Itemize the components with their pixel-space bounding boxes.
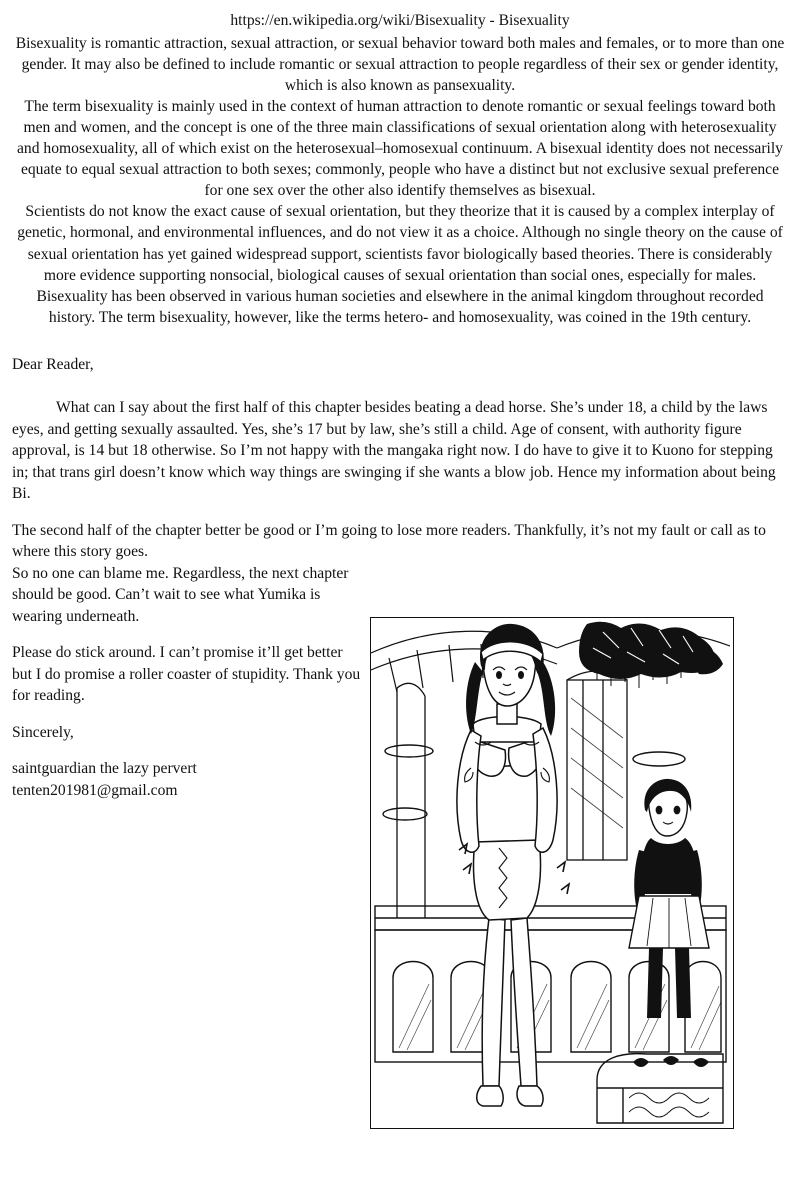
wiki-paragraph-4: Bisexuality has been observed in various human societies and elsewhere in the animal kingdom throughout recorded history. The term bisexuality, however, like the terms hetero- and homosexuality, was coined in the 19th century. [36, 287, 764, 326]
letter-closing: Sincerely, [12, 723, 74, 741]
manga-illustration-panel [370, 617, 734, 1129]
spacer [12, 375, 788, 397]
wiki-paragraph-3: Scientists do not know the exact cause of sexual orientation, but they theorize that it is caused by a complex interplay of genetic, hormonal, and environmental influences, and do not view it as a choice. Although no single theory on the cause of sexual orientation has yet gained widespread support, scientists favor biologically based theories. There is considerably more evidence supporting nonsocial, biological causes of sexual orientation than social ones, especially for males. [17, 203, 783, 284]
letter-paragraph-3: So no one can blame me. Regardless, the next chapter should be good. Can’t wait to see what Yumika is wearing underneath. [12, 564, 349, 625]
letter-paragraph-4: Please do stick around. I can’t promise it’ll get better but I do promise a roller coaster of stupidity. Thank you for reading. [12, 644, 361, 705]
letter-paragraph-1: What can I say about the first half of this chapter besides beating a dead horse. She’s under 18, a child by the laws eyes, and getting sexually assaulted. Yes, she’s 17 but by law, she’s still a child. Age of consent, with authority figure approval, is 14 but 18 otherwise. So I’m not happy with the mangaka right now. I do have to give it to Kuono for stepping in; that trans girl doesn’t know which way things are swinging if she wants a blow job. Hence my information about being Bi. [12, 399, 776, 503]
wiki-paragraph-2: The term bisexuality is mainly used in the context of human attraction to denote romantic or sexual feelings toward both men and women, and the concept is one of the three main classifications of sexual orientation along with heterosexuality and homosexuality, all of which exist on the heterosexual–homosexual continuum. A bisexual identity does not necessarily equate to equal sexual attraction to both sexes; commonly, people who have a distinct but not exclusive sexual preference for one sex over the other also identify themselves as bisexual. [17, 98, 783, 200]
manga-illustration-svg [371, 618, 730, 1125]
spacer [12, 505, 788, 520]
wikipedia-excerpt [12, 10, 788, 328]
wiki-paragraph-1: Bisexuality is romantic attraction, sexual attraction, or sexual behavior toward both males and females, or to more than one gender. It may also be defined to include romantic or sexual attraction to people regardless of their sex or gender identity, which is also known as pansexuality. [15, 35, 785, 95]
letter-paragraph-2: The second half of the chapter better be good or I’m going to lose more readers. Thankfully, it’s not my fault or call as to where this story goes. [12, 521, 766, 561]
signature-name: saintguardian the lazy pervert [12, 760, 197, 778]
signature-email: tenten201981@gmail.com [12, 781, 178, 799]
letter-salutation: Dear Reader, [12, 355, 94, 373]
source-url: https://en.wikipedia.org/wiki/Bisexuality - Bisexuality [230, 12, 570, 29]
